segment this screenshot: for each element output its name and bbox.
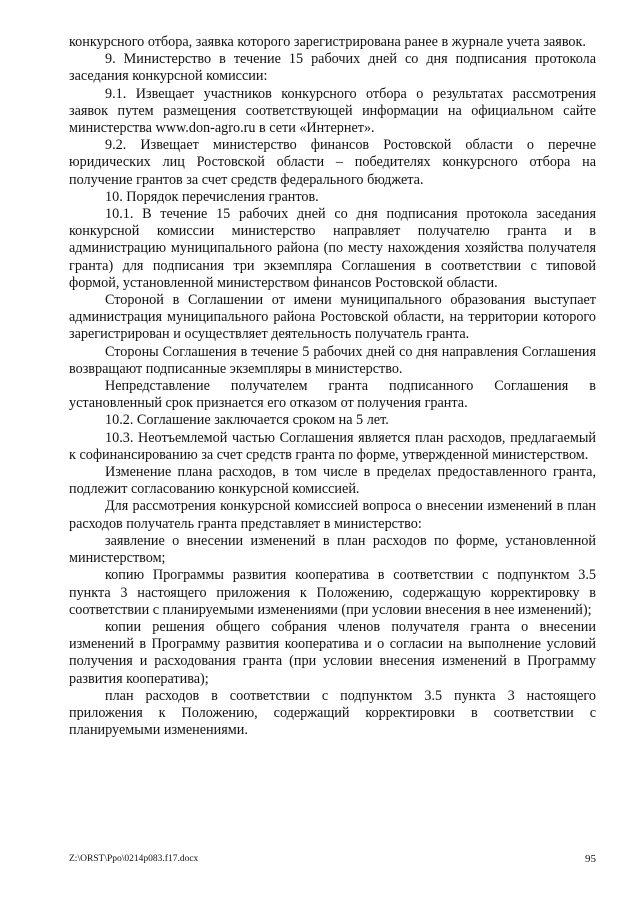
paragraph-documents-intro: Для рассмотрения конкурсной комиссией вопроса о внесении изменений в план расходов получатель гранта представляет в министерство: <box>69 498 596 532</box>
paragraph-item-10: 10. Порядок перечисления грантов. <box>105 188 319 205</box>
paragraph-list-item-program-copy: копию Программы развития кооператива в соответствии с подпунктом 3.5 пункта 3 настоящего приложения к Положению, содержащую корректировку в соответствии с планируемыми изменениями (при условии внесения в нее изменений); <box>69 567 596 618</box>
paragraph-list-item-application: заявление о внесении изменений в план расходов по форме, установленной министерством; <box>69 532 596 567</box>
page-number: 95 <box>585 853 596 865</box>
paragraph-item-10-3: 10.3. Неотъемлемой частью Соглашения является план расходов, предлагаемый к софинансированию за счет средств гранта по форме, утвержденной министерством. <box>69 429 596 463</box>
paragraph-parties-return: Стороны Соглашения в течение 5 рабочих дней со дня направления Соглашения возвращают подписанные экземпляры в министерство. <box>69 343 596 377</box>
paragraph-list-item-expense-plan: план расходов в соответствии с подпунктом 3.5 пункта 3 настоящего приложения к Положению, содержащий корректировки в соответствии с планируемыми изменениями. <box>69 687 596 739</box>
footer-file-path: Z:\ORST\Ppo\0214p083.f17.docx <box>69 854 199 864</box>
paragraph-continuation: конкурсного отбора, заявка которого зарегистрирована ранее в журнале учета заявок. <box>69 34 586 50</box>
paragraph-item-10-1: 10.1. В течение 15 рабочих дней со дня подписания протокола заседания конкурсной комиссии министерство направляет получателю гранта и в администрацию муниципального района (по месту нахождения хозяйства получателя гранта) для подписания три экземпляра Соглашения в соответствии с типовой формой, установленной министерством финансов Ростовской области. <box>69 206 596 291</box>
paragraph-plan-change: Изменение плана расходов, в том числе в пределах предоставленного гранта, подлежит согласованию конкурсной комиссией. <box>69 464 596 498</box>
paragraph-party: Стороной в Соглашении от имени муниципального образования выступает администрация муниципального района Ростовской области, на территории которого зарегистрирован и осуществляет деятельность получатель гранта. <box>69 292 596 343</box>
document-body <box>69 34 596 739</box>
paragraph-item-10-2: 10.2. Соглашение заключается сроком на 5 лет. <box>105 412 389 429</box>
paragraph-list-item-decision-copy: копии решения общего собрания членов получателя гранта о внесении изменений в Программу развития кооператива и о согласии на выполнение условий получения и расходования гранта (при условии внесения изменений в Программу развития кооператива); <box>69 618 596 687</box>
paragraph-item-9: 9. Министерство в течение 15 рабочих дней со дня подписания протокола заседания конкурсной комиссии: <box>69 51 596 85</box>
paragraph-item-9-2: 9.2. Извещает министерство финансов Ростовской области о перечне юридических лиц Ростовской области – победителях конкурсного отбора на получение грантов за счет средств федерального бюджета. <box>69 137 596 188</box>
paragraph-item-9-1: 9.1. Извещает участников конкурсного отбора о результатах рассмотрения заявок путем размещения соответствующей информации на официальном сайте министерства www.don-agro.ru в сети «Интернет». <box>69 85 596 137</box>
paragraph-refusal: Непредставление получателем гранта подписанного Соглашения в установленный срок признается его отказом от получения гранта. <box>69 378 596 412</box>
